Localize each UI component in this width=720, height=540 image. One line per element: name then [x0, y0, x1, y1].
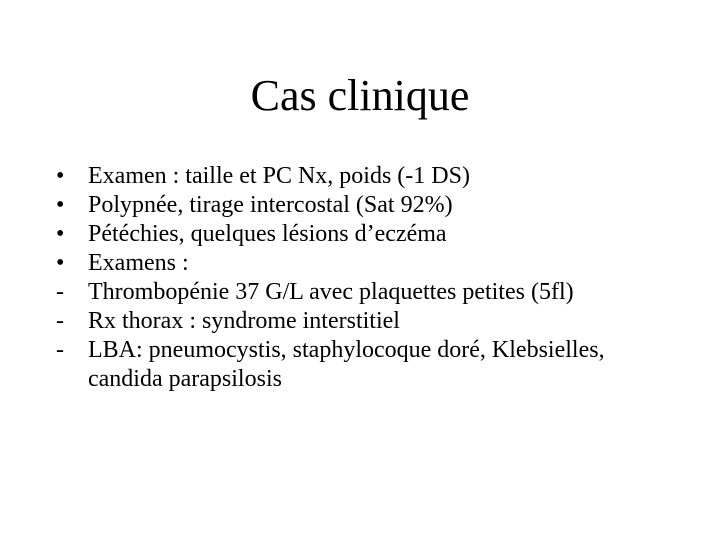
bullet-text: Thrombopénie 37 G/L avec plaquettes petites (5fl) — [88, 279, 574, 305]
bullet-marker: - — [56, 308, 64, 334]
bullet-item-rx-thorax — [56, 307, 676, 336]
bullet-list — [56, 162, 676, 394]
bullet-item-lba — [56, 336, 676, 394]
bullet-marker: - — [56, 279, 64, 305]
bullet-item-examens — [56, 249, 676, 278]
bullet-marker: • — [56, 192, 65, 218]
bullet-marker: • — [56, 250, 65, 276]
bullet-marker: - — [56, 337, 64, 363]
bullet-item-polypnea — [56, 191, 676, 220]
bullet-text: Examens : — [88, 250, 189, 276]
bullet-marker: • — [56, 221, 65, 247]
bullet-item-petechiae — [56, 220, 676, 249]
bullet-item-thrombopenia — [56, 278, 676, 307]
bullet-text: LBA: pneumocystis, staphylocoque doré, Klebsielles, candida parapsilosis — [88, 337, 605, 392]
bullet-text: Pétéchies, quelques lésions d’eczéma — [88, 221, 447, 247]
bullet-text: Polypnée, tirage intercostal (Sat 92%) — [88, 192, 453, 218]
slide-title: Cas clinique — [250, 71, 470, 120]
bullet-text: Examen : taille et PC Nx, poids (-1 DS) — [88, 163, 470, 189]
bullet-text: Rx thorax : syndrome interstitiel — [88, 308, 400, 334]
bullet-item-exam — [56, 162, 676, 191]
bullet-marker: • — [56, 163, 65, 189]
